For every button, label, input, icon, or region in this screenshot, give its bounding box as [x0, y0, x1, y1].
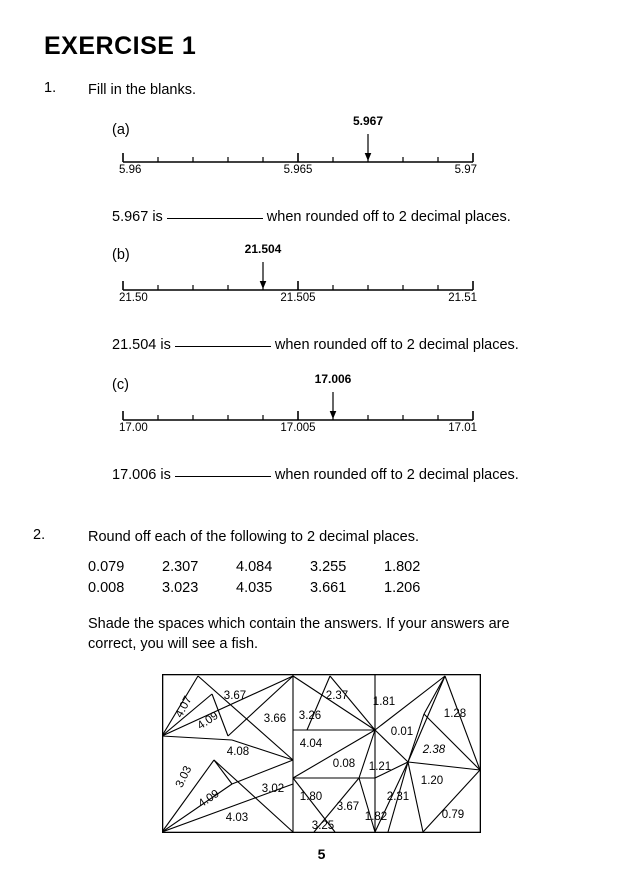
page-number: 5 [317, 846, 326, 862]
number-list-item: 3.255 [310, 559, 347, 575]
tick-label-middle-b: 21.505 [280, 292, 316, 304]
part-a-label: (a) [112, 122, 130, 138]
part-c-label: (c) [112, 377, 129, 393]
puzzle-cell-value[interactable]: 0.79 [441, 809, 465, 822]
puzzle-cell-value[interactable]: 3.26 [298, 710, 322, 723]
value-label-c: 17.006 [314, 372, 352, 386]
value-arrow-a [365, 134, 372, 161]
tick-label-start-a: 5.96 [119, 164, 142, 176]
shading-puzzle[interactable] [162, 674, 481, 833]
number-line-axis-a [118, 114, 508, 192]
tick-label-start-b: 21.50 [119, 292, 148, 304]
question-2-prompt: Round off each of the following to 2 decimal places. [88, 529, 420, 545]
number-list-item: 0.008 [88, 580, 125, 596]
part-b-sentence [112, 337, 519, 353]
puzzle-cell-value[interactable]: 0.08 [332, 758, 356, 771]
part-a-answer-blank[interactable] [167, 218, 263, 219]
puzzle-cell-value[interactable]: 1.21 [368, 761, 392, 774]
puzzle-cell-value[interactable]: 0.01 [390, 726, 414, 739]
question-2-instruction-line-1: Shade the spaces which contain the answers. If your answers are [88, 616, 510, 632]
value-label-b: 21.504 [244, 242, 282, 256]
puzzle-cell-value[interactable]: 3.66 [263, 713, 287, 726]
number-list-item: 1.802 [384, 559, 421, 575]
number-list-item: 3.661 [310, 580, 347, 596]
puzzle-cell-value[interactable]: 2.31 [386, 791, 410, 804]
number-line-b [118, 242, 508, 320]
part-a-sentence-prefix: 5.967 is [112, 209, 163, 225]
puzzle-cell-value[interactable]: 1.20 [420, 775, 444, 788]
puzzle-cell-value[interactable]: 3.02 [261, 783, 285, 796]
number-list-item: 3.023 [162, 580, 199, 596]
puzzle-cell-value[interactable]: 1.82 [364, 811, 388, 824]
question-1-prompt: Fill in the blanks. [88, 82, 196, 98]
part-b-label: (b) [112, 247, 130, 263]
puzzle-cell-value[interactable]: 3.67 [223, 690, 247, 703]
part-c-sentence-suffix: when rounded off to 2 decimal places. [274, 467, 519, 483]
tick-label-end-b: 21.51 [448, 292, 477, 304]
tick-label-end-c: 17.01 [448, 422, 477, 434]
tick-label-middle-c: 17.005 [280, 422, 316, 434]
puzzle-cell-value[interactable]: 4.09 [196, 787, 222, 811]
number-line-axis-c [118, 372, 508, 450]
puzzle-svg [162, 674, 481, 833]
number-list-item: 1.206 [384, 580, 421, 596]
part-a-sentence-suffix: when rounded off to 2 decimal places. [266, 209, 511, 225]
tick-label-end-a: 5.97 [454, 164, 477, 176]
page-title: EXERCISE 1 [44, 32, 197, 60]
tick-label-middle-a: 5.965 [283, 164, 313, 176]
puzzle-labels [173, 690, 466, 832]
puzzle-cell-value[interactable]: 4.09 [195, 709, 221, 733]
puzzle-cell-value[interactable]: 1.28 [443, 708, 467, 721]
puzzle-cell-value[interactable]: 1.81 [372, 696, 396, 709]
value-arrow-c [330, 392, 337, 419]
puzzle-cell-value[interactable]: 4.04 [299, 738, 323, 751]
number-list-item: 0.079 [88, 559, 125, 575]
puzzle-cell-value[interactable]: 4.08 [226, 746, 250, 759]
value-label-a: 5.967 [352, 114, 384, 128]
value-arrow-b [260, 262, 267, 289]
part-c-sentence-prefix: 17.006 is [112, 467, 171, 483]
puzzle-cell-value[interactable]: 1.80 [299, 791, 323, 804]
part-a-sentence [112, 209, 511, 225]
number-list-row [88, 578, 458, 599]
tick-label-start-c: 17.00 [119, 422, 148, 434]
puzzle-cell-value[interactable]: 3.67 [336, 801, 360, 814]
number-list [88, 557, 458, 599]
number-list-row [88, 557, 458, 578]
part-c-answer-blank[interactable] [175, 476, 271, 477]
number-line-c [118, 372, 508, 450]
number-line-a [118, 114, 508, 192]
number-line-axis-b [118, 242, 508, 320]
puzzle-cell-value[interactable]: 3.25 [311, 820, 335, 833]
question-1-number: 1. [44, 80, 57, 96]
puzzle-cell-value[interactable]: 2.38 [422, 744, 446, 757]
part-c-sentence [112, 467, 519, 483]
puzzle-cell-value[interactable]: 2.37 [325, 690, 349, 703]
question-2-instruction-line-2: correct, you will see a fish. [88, 636, 259, 652]
number-list-item: 4.035 [236, 580, 273, 596]
number-list-item: 2.307 [162, 559, 199, 575]
puzzle-cell-value[interactable]: 3.03 [173, 764, 195, 790]
number-list-item: 4.084 [236, 559, 273, 575]
puzzle-cell-value[interactable]: 4.07 [173, 694, 195, 720]
part-b-sentence-suffix: when rounded off to 2 decimal places. [274, 337, 519, 353]
part-b-answer-blank[interactable] [175, 346, 271, 347]
question-2-number: 2. [33, 527, 46, 543]
puzzle-cell-value[interactable]: 4.03 [225, 812, 249, 825]
part-b-sentence-prefix: 21.504 is [112, 337, 171, 353]
